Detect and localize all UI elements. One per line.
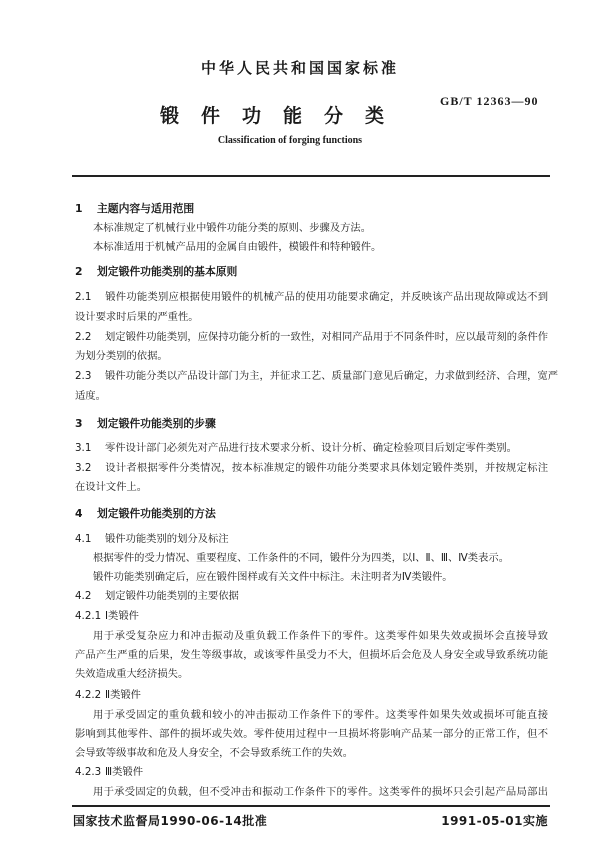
paragraph: 会导致等级事故和危及人身安全，不会导致系统工作的失效。 (75, 747, 354, 759)
footer-rule (72, 805, 550, 807)
english-title: Classification of forging functions (217, 135, 363, 146)
clause-number: 2.1 (75, 291, 92, 303)
section-3-heading (75, 416, 548, 431)
paragraph: 根据零件的受力情况、重要程度、工作条件的不同，锻件分为四类，以Ⅰ、Ⅱ、Ⅲ、Ⅳ类表示。 (93, 552, 509, 564)
clause-3-2 (75, 461, 548, 476)
paragraph: 用于承受复杂应力和冲击振动及重负载工作条件下的零件。这类零件如果失效或损坏会直接导致 (93, 630, 548, 642)
section-title: 主题内容与适用范围 (97, 202, 195, 215)
paragraph: 影响到其他零件、部件的损坏或失效。零件使用过程中一旦损坏将影响产品某一部分的正常工作，但不 (75, 728, 548, 740)
clause-title: 划定锻件功能类别的主要依据 (105, 590, 239, 602)
paragraph: 失效造成重大经济损失。 (75, 668, 189, 680)
section-title: 划定锻件功能类别的方法 (97, 507, 216, 520)
clause-title: Ⅲ类锻件 (105, 766, 143, 778)
clause-number: 4.2 (75, 590, 92, 602)
clause-title: Ⅰ类锻件 (105, 610, 139, 622)
clause-text: 划定锻件功能类别，应保持功能分析的一致性，对相同产品用于不同条件时，应以最苛刻的条件作 (105, 331, 548, 343)
clause-4-2 (75, 589, 548, 604)
standard-code: GB/T 12363—90 (440, 94, 539, 108)
paragraph: 锻件功能类别确定后，应在锻件图样或有关文件中标注。未注明者为Ⅳ类锻件。 (93, 571, 453, 583)
clause-text: 设计者根据零件分类情况，按本标准规定的锻件功能分类要求具体划定锻件类别，并按规定标注 (105, 462, 548, 474)
clause-title: 锻件功能类别的划分及标注 (105, 533, 229, 545)
paragraph: 本标准适用于机械产品用的金属自由锻件，模锻件和特种锻件。 (93, 241, 382, 253)
clause-number: 4.2.2 (75, 689, 102, 701)
clause-text: 在设计文件上。 (75, 481, 148, 493)
clause-text: 设计要求时后果的严重性。 (75, 311, 199, 323)
section-title: 划定锻件功能类别的基本原则 (97, 265, 238, 278)
section-number: 4 (75, 507, 83, 520)
clause-number: 4.1 (75, 533, 92, 545)
clause-number: 2.3 (75, 370, 92, 382)
clause-2-3 (75, 369, 559, 384)
paragraph: 产品产生严重的后果，发生等级事故，或该零件虽受力不大，但损坏后会危及人身安全或导致系统功能 (75, 649, 548, 661)
section-2-heading (75, 264, 548, 279)
section-title: 划定锻件功能类别的步骤 (97, 417, 216, 430)
paragraph: 用于承受固定的负载，但不受冲击和振动工作条件下的零件。这类零件的损坏只会引起产品局部出 (93, 786, 548, 798)
clause-number: 4.2.3 (75, 766, 102, 778)
clause-2-1 (75, 290, 548, 305)
clause-3-1 (75, 441, 548, 456)
header-rule (72, 175, 550, 177)
clause-4-1 (75, 532, 548, 547)
paragraph: 本标准规定了机械行业中锻件功能分类的原则、步骤及方法。 (93, 222, 372, 234)
clause-text: 为划分类别的依据。 (75, 350, 168, 362)
section-number: 2 (75, 265, 83, 278)
section-4-heading (75, 506, 548, 521)
clause-number: 3.1 (75, 442, 92, 454)
clause-text: 锻件功能分类以产品设计部门为主，并征求工艺、质量部门意见后确定，力求做到经济、合理，宽严 (105, 370, 559, 382)
section-number: 3 (75, 417, 83, 430)
section-number: 1 (75, 202, 83, 215)
clause-4-2-1 (75, 609, 548, 624)
clause-text: 锻件功能类别应根据使用锻件的机械产品的使用功能要求确定，并反映该产品出现故障或达不到 (105, 291, 548, 303)
clause-title: Ⅱ类锻件 (105, 689, 141, 701)
clause-number: 4.2.1 (75, 610, 102, 622)
clause-2-2 (75, 330, 548, 345)
clause-number: 3.2 (75, 462, 92, 474)
clause-text: 零件设计部门必须先对产品进行技术要求分析、设计分析、确定检验项目后划定零件类别。 (105, 442, 517, 454)
paragraph: 用于承受固定的重负载和较小的冲击振动工作条件下的零件。这类零件如果失效或损坏可能直接 (93, 709, 548, 721)
document-title: 锻件功能分类 (160, 105, 407, 127)
clause-4-2-3 (75, 765, 548, 780)
clause-text: 适度。 (75, 390, 106, 402)
country-standard-heading: 中华人民共和国国家标准 (200, 59, 399, 77)
clause-number: 2.2 (75, 331, 92, 343)
section-1-heading (75, 201, 548, 216)
approval-date: 国家技术监督局1990-06-14批准 (73, 814, 268, 828)
clause-4-2-2 (75, 688, 548, 703)
effective-date: 1991-05-01实施 (441, 814, 548, 828)
